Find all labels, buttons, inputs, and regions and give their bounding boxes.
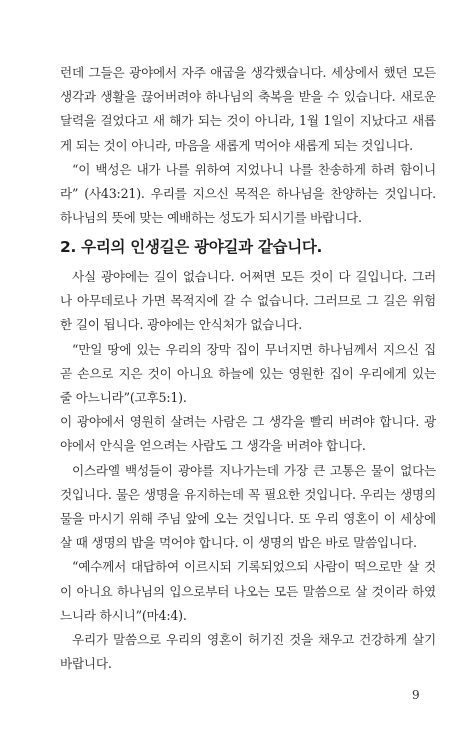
page-number: 9: [412, 688, 420, 702]
paragraph: 우리가 말씀으로 우리의 영혼이 허기진 것을 채우고 건강하게 살기 바랍니다.: [60, 632, 436, 672]
paragraph: 런데 그들은 광야에서 자주 애굽을 생각했습니다. 세상에서 했던 모든 생각과 생활을 끊어버려야 하나님의 축복을 받을 수 있습니다. 새로운 달력을 걸었다고 새 해가 되는 것이 아니라, 1월 1일이 지났다고 새롭게 되는 것이 아니라, 마음을 새롭게 먹어야 새롭게 되는 것입니다.: [60, 65, 436, 153]
paragraph: 이 광야에서 영원히 살려는 사람은 그 생각을 빨리 버려야 합니다. 광야에서 안식을 얻으려는 사람도 그 생각을 버려야 합니다.: [60, 414, 436, 454]
paragraph: “이 백성은 내가 나를 위하여 지었나니 나를 찬송하게 하려 함이니라” (사43:21). 우리를 지으신 목적은 하나님을 찬양하는 것입니다. 하나님의 뜻에 맞는 예배하는 성도가 되시기를 바랍니다.: [60, 161, 436, 226]
paragraph: “예수께서 대답하여 이르시되 기록되었으되 사람이 떡으로만 살 것이 아니요 하나님의 입으로부터 나오는 모든 말씀으로 살 것이라 하였느니라 하시니”(마4:4).: [60, 559, 436, 623]
body-text-section-2: [60, 265, 436, 676]
body-text-section-1: [60, 61, 436, 230]
section-heading: 2. 우리의 인생길은 광야길과 같습니다.: [60, 238, 323, 256]
paragraph: “만일 땅에 있는 우리의 장막 집이 무너지면 하나님께서 지으신 집 곧 손으로 지은 것이 아니요 하늘에 있는 영원한 집이 우리에게 있는 줄 아느니라”(고후5:1).: [60, 341, 436, 406]
paragraph: 이스라엘 백성들이 광야를 지나가는데 가장 큰 고통은 물이 없다는 것입니다. 물은 생명을 유지하는데 꼭 필요한 것입니다. 우리는 생명의 물을 마시기 위해 주님 앞에 오는 것입니다. 또 우리 영혼이 이 세상에 살 때 생명의 밥을 먹어야 합니다. 이 생명의 밥은 바로 말씀입니다.: [60, 462, 436, 551]
paragraph: 사실 광야에는 길이 없습니다. 어쩌면 모든 것이 다 길입니다. 그러나 아무데로나 가면 목적지에 갈 수 없습니다. 그러므로 그 길은 위험한 길이 됩니다. 광야에는 안식처가 없습니다.: [60, 269, 436, 333]
